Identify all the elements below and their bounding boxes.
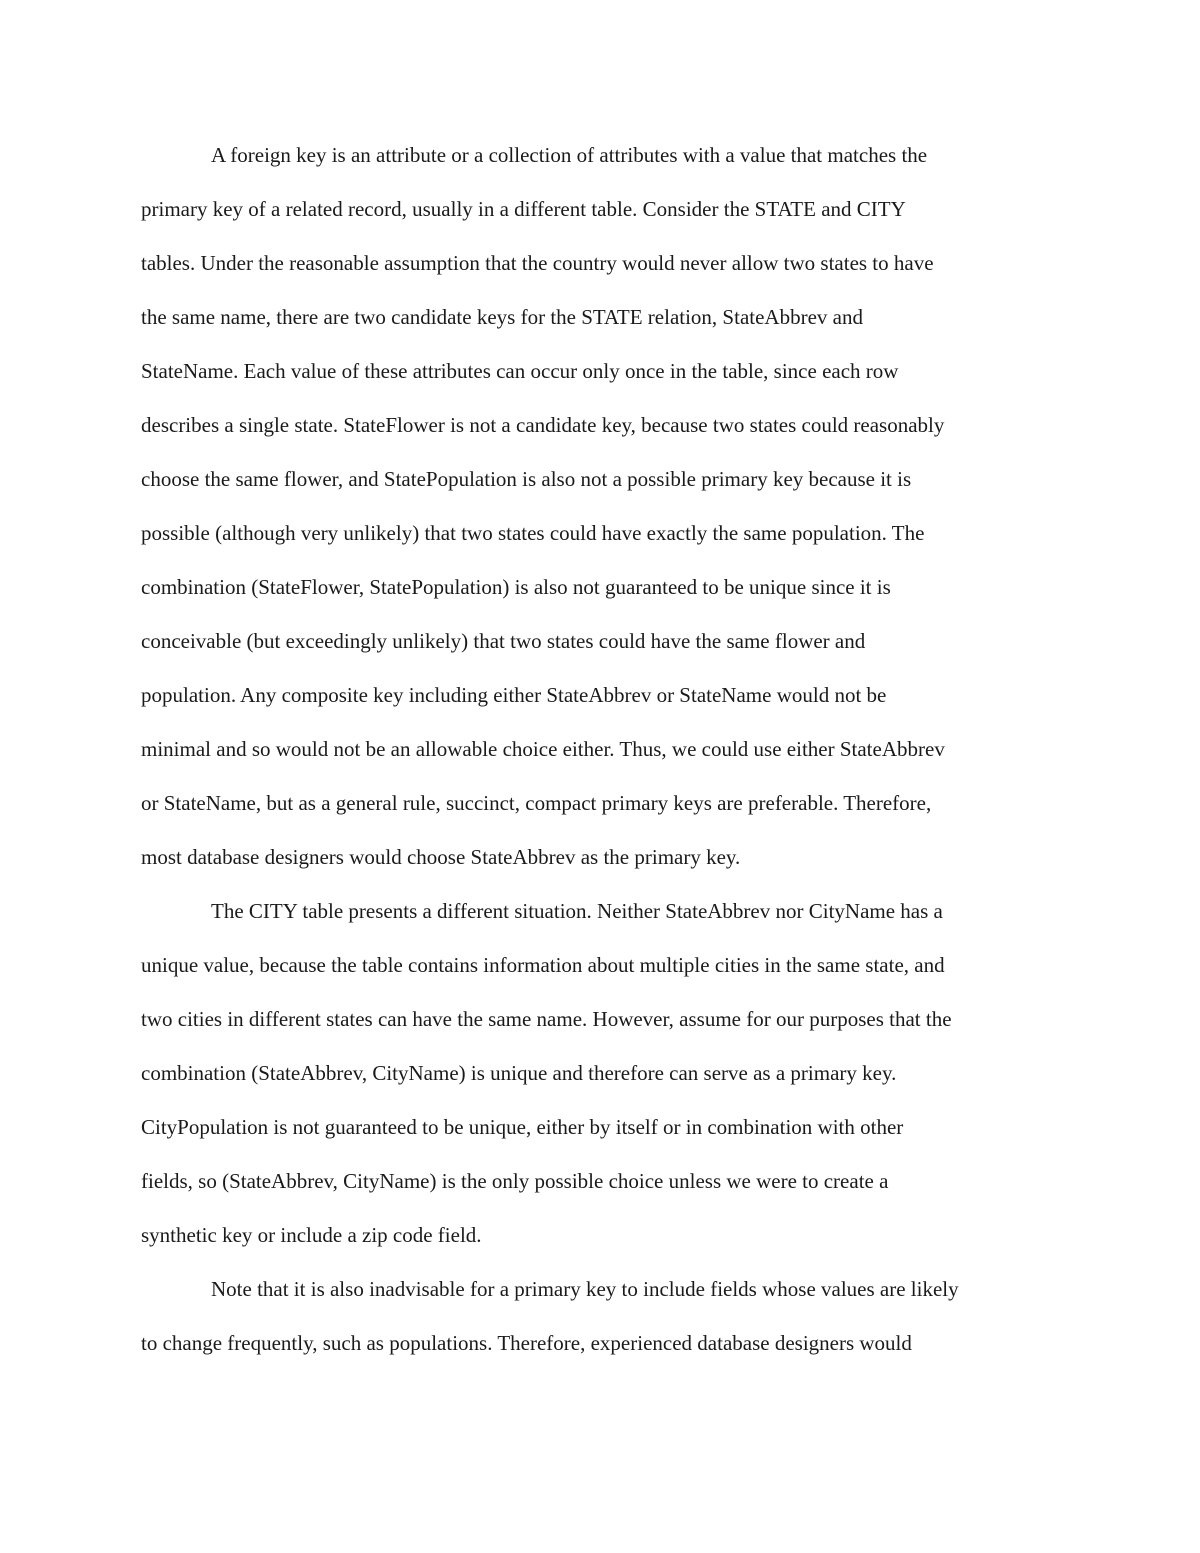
body-text (141, 128, 1061, 1370)
text-line: possible (although very unlikely) that two states could have exactly the same population. The (141, 521, 925, 545)
text-line: most database designers would choose StateAbbrev as the primary key. (141, 845, 741, 869)
text-line: to change frequently, such as populations. Therefore, experienced database designers would (141, 1331, 912, 1355)
text-line: combination (StateAbbrev, CityName) is unique and therefore can serve as a primary key. (141, 1061, 897, 1085)
text-line: conceivable (but exceedingly unlikely) that two states could have the same flower and (141, 629, 866, 653)
text-line: StateName. Each value of these attributes can occur only once in the table, since each row (141, 359, 899, 383)
text-line: two cities in different states can have the same name. However, assume for our purposes that the (141, 1007, 952, 1031)
text-line: CityPopulation is not guaranteed to be unique, either by itself or in combination with other (141, 1115, 904, 1139)
text-line: primary key of a related record, usually in a different table. Consider the STATE and CITY (141, 197, 906, 221)
text-line: describes a single state. StateFlower is not a candidate key, because two states could reasonably (141, 413, 945, 437)
text-line: fields, so (StateAbbrev, CityName) is the only possible choice unless we were to create a (141, 1169, 889, 1193)
text-line: combination (StateFlower, StatePopulation) is also not guaranteed to be unique since it is (141, 575, 891, 599)
text-line: tables. Under the reasonable assumption that the country would never allow two states to have (141, 251, 934, 275)
paragraph-first-line: The CITY table presents a different situation. Neither StateAbbrev nor CityName has a (211, 899, 943, 923)
text-line: synthetic key or include a zip code field. (141, 1223, 482, 1247)
text-line: minimal and so would not be an allowable choice either. Thus, we could use either StateAbbrev (141, 737, 945, 761)
text-line: choose the same flower, and StatePopulation is also not a possible primary key because it is (141, 467, 912, 491)
text-line: or StateName, but as a general rule, succinct, compact primary keys are preferable. Therefore, (141, 791, 932, 815)
text-line: unique value, because the table contains information about multiple cities in the same state, and (141, 953, 945, 977)
text-line: population. Any composite key including either StateAbbrev or StateName would not be (141, 683, 887, 707)
text-line: the same name, there are two candidate keys for the STATE relation, StateAbbrev and (141, 305, 863, 329)
paragraph-first-line: A foreign key is an attribute or a collection of attributes with a value that matches the (211, 143, 928, 167)
paragraph-first-line: Note that it is also inadvisable for a primary key to include fields whose values are likely (211, 1277, 959, 1301)
